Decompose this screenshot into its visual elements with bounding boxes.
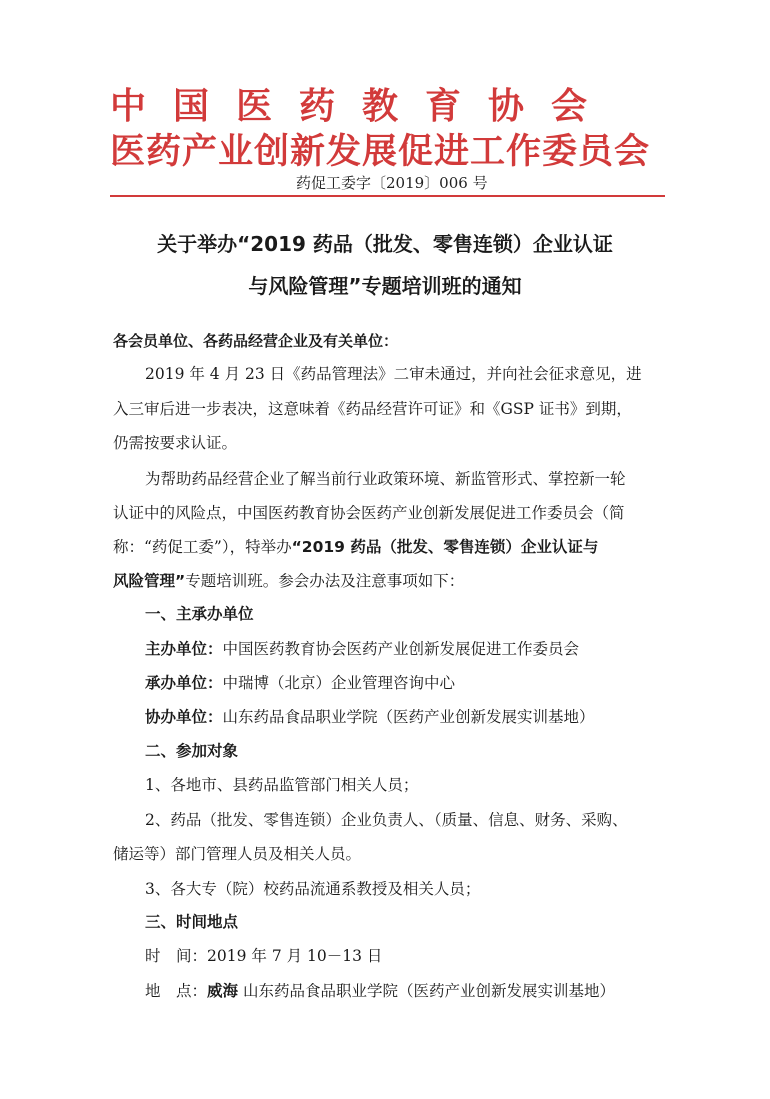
host-value: 中国医药教育协会医药产业创新发展促进工作委员会: [222, 640, 580, 658]
org-name-line-1: 中国医药教育协会: [110, 86, 615, 127]
paragraph-2-line-3-text: 称：“药促工委”），特举办: [113, 538, 292, 556]
training-name-bold-end: 风险管理”: [113, 572, 186, 590]
section-3-heading: 三、时间地点: [145, 913, 239, 931]
org-name-line-2: 医药产业创新发展促进工作委员会: [110, 132, 651, 172]
organizer-value: 中瑞博（北京）企业管理咨询中心: [222, 674, 456, 692]
organizer-row: [145, 673, 455, 693]
attendee-item-1: 1、各地市、县药品监管部门相关人员；: [145, 776, 419, 794]
place-row: [145, 981, 615, 1001]
host-row: [145, 639, 579, 659]
place-value: 山东药品食品职业学院（医药产业创新发展实训基地）: [242, 982, 615, 1000]
time-row: [145, 946, 382, 966]
section-1-heading: 一、主承办单位: [145, 605, 254, 623]
place-city: 威海: [207, 982, 239, 1000]
place-label: 地 点：: [145, 982, 208, 1000]
attendee-item-2-line-1: 2、药品（批发、零售连锁）企业负责人、（质量、信息、财务、采购、: [145, 811, 628, 829]
document-number: 药促工委字〔2019〕006 号: [296, 174, 488, 192]
co-organizer-row: [145, 707, 595, 727]
paragraph-1-line-2: 入三审后进一步表决，这意味着《药品经营许可证》和《GSP 证书》到期，: [113, 400, 632, 418]
paragraph-1-line-1: 2019 年 4 月 23 日《药品管理法》二审未通过，并向社会征求意见，进: [145, 365, 642, 383]
organizer-label: 承办单位：: [145, 674, 223, 692]
paragraph-2-line-1: 为帮助药品经营企业了解当前行业政策环境、新监管形式、掌控新一轮: [145, 470, 626, 488]
attendee-item-2-line-2: 储运等）部门管理人员及相关人员。: [113, 845, 362, 863]
co-organizer-label: 协办单位：: [145, 708, 223, 726]
paragraph-2-line-2: 认证中的风险点，中国医药教育协会医药产业创新发展促进工作委员会（简: [113, 504, 625, 522]
red-divider: [110, 195, 665, 197]
co-organizer-value: 山东药品食品职业学院（医药产业创新发展实训基地）: [222, 708, 595, 726]
paragraph-2-line-4: [113, 571, 464, 591]
time-value: 2019 年 7 月 10－13 日: [207, 947, 383, 965]
attendee-item-3: 3、各大专（院）校药品流通系教授及相关人员；: [145, 880, 481, 898]
notice-title-line-2: 与风险管理”专题培训班的通知: [248, 274, 522, 298]
salutation: 各会员单位、各药品经营企业及有关单位：: [113, 332, 399, 350]
time-label: 时 间：: [145, 947, 208, 965]
paragraph-2-line-4-text: 专题培训班。参会办法及注意事项如下：: [185, 572, 465, 590]
host-label: 主办单位：: [145, 640, 223, 658]
training-name-bold-start: “2019 药品（批发、零售连锁）企业认证与: [291, 538, 599, 556]
section-2-heading: 二、参加对象: [145, 742, 239, 760]
paragraph-2-line-3: [113, 537, 598, 557]
paragraph-1-line-3: 仍需按要求认证。: [113, 434, 238, 452]
notice-title-line-1: 关于举办“2019 药品（批发、零售连锁）企业认证: [157, 232, 613, 256]
